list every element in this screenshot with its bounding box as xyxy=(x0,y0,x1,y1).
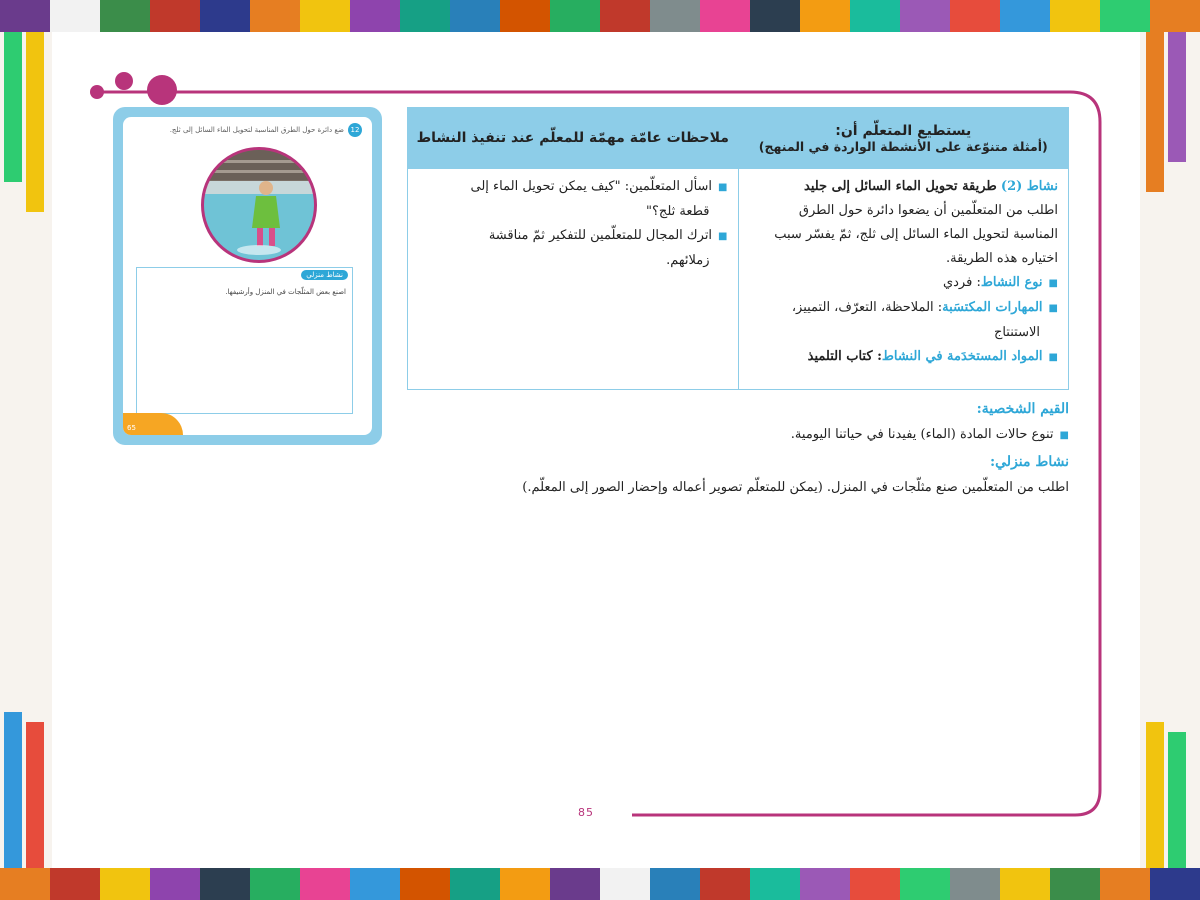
top-pencil-border xyxy=(0,0,1200,32)
activity-table xyxy=(407,107,1069,390)
header-objectives: يستطيع المتعلّم أن: (أمثلة متنوّعة على الأنشطة الواردة في المنهج) xyxy=(738,108,1069,169)
thumbnail-instruction: 12 ضع دائرة حول الطرق المناسبة لتحويل الماء السائل إلى ثلج. xyxy=(170,123,362,137)
values-and-homework xyxy=(407,396,1069,501)
thumbnail-page-number: 65 xyxy=(127,424,136,432)
homework-title: نشاط منزلي: xyxy=(989,454,1069,470)
values-item: ■تنوع حالات المادة (الماء) يفيدنا في حياتنا اليومية. xyxy=(790,427,1069,442)
header-teacher-notes: ملاحظات عامّة مهمّة للمعلّم عند تنفيذ النشاط xyxy=(408,108,739,169)
activity-cell: نشاط (2) طريقة تحويل الماء السائل إلى جليد اطلب من المتعلّمين أن يضعوا دائرة حول الطرق المناسبة لتحويل الماء السائل إلى ثلج، ثمّ يفسّر سبب اختياره هذه الطريقة. ■نوع النشاط: فردي ■المهارات المكتسَبة: الملاحظة، التعرّف، التمييز، الاستنتاج ■المواد المستخدَمة في النشاط: كتاب التلميذ xyxy=(738,169,1069,390)
left-pencils xyxy=(0,32,52,868)
teacher-notes-cell: ■اسأل المتعلّمين: "كيف يمكن تحويل الماء إلى قطعة ثلج؟" ■اترك المجال للمتعلّمين للتفكير ثمّ مناقشة زملائهم. xyxy=(408,169,739,390)
activity-type: ■نوع النشاط: فردي xyxy=(942,275,1058,290)
activity-label: نشاط (2) xyxy=(1000,179,1058,194)
thumbnail-number-badge: 12 xyxy=(348,123,362,137)
student-book-thumbnail xyxy=(113,107,382,445)
right-pencils xyxy=(1140,32,1200,868)
bottom-pencil-border xyxy=(0,868,1200,900)
ice-skating-illustration xyxy=(201,147,317,263)
note-1: ■اسأل المتعلّمين: "كيف يمكن تحويل الماء إلى xyxy=(470,179,728,194)
homework-box: نشاط منزلي اصنع بعض المثلّجات في المنزل وأرشيفها. xyxy=(136,267,353,414)
activity-title: طريقة تحويل الماء السائل إلى جليد xyxy=(804,179,997,194)
values-title: القيم الشخصية: xyxy=(976,401,1069,417)
homework-text: اطلب من المتعلّمين صنع مثلّجات في المنزل. (يمكن للمتعلّم تصوير أعماله وإحضار الصور إلى المعلّم.) xyxy=(522,480,1069,495)
note-2: ■اترك المجال للمتعلّمين للتفكير ثمّ مناقشة xyxy=(488,228,728,243)
activity-materials: ■المواد المستخدَمة في النشاط: كتاب التلميذ xyxy=(807,349,1058,364)
activity-skills: ■المهارات المكتسَبة: الملاحظة، التعرّف، التمييز، xyxy=(791,300,1058,315)
page-number: 85 xyxy=(578,806,594,819)
